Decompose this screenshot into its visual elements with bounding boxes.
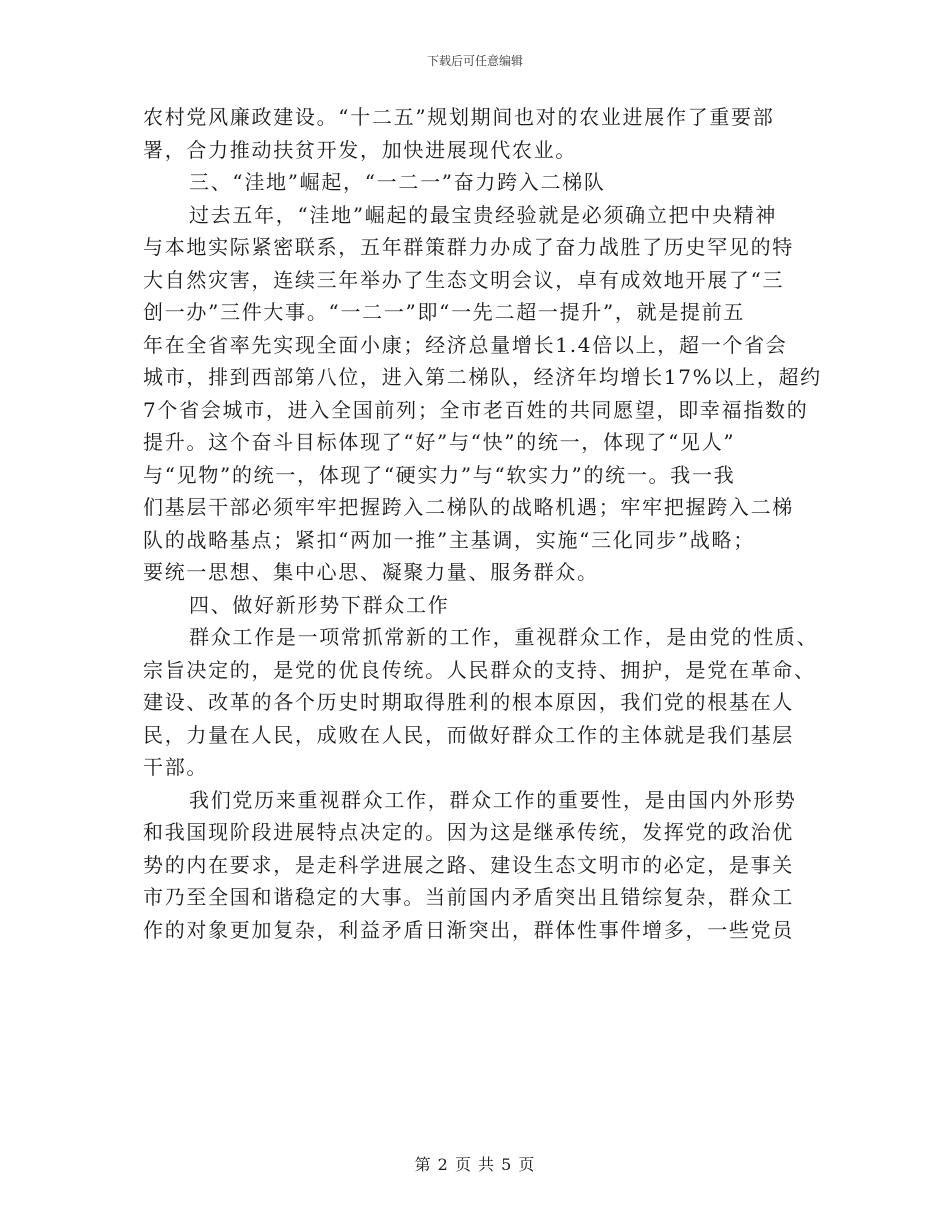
text-line: 建设、改革的各个历史时期取得胜利的根本原因，我们党的根基在人 (143, 690, 794, 714)
text-line: 年在全省率先实现全面小康；经济总量增长1.4倍以上，超一个省会 (143, 332, 788, 357)
text-line: 7个省会城市，进入全国前列；全市老百姓的共同愿望，即幸福指数的 (143, 397, 809, 422)
text-line: 势的内在要求，是走科学进展之路、建设生态文明市的必定，是事关 (143, 852, 794, 877)
text-line: 市乃至全国和谐稳定的大事。当前国内矛盾突出且错综复杂，群众工 (143, 885, 794, 909)
text-line: 们基层干部必须牢牢把握跨入二梯队的战略机遇；牢牢把握跨入二梯 (143, 495, 794, 519)
text-line: 农村党风廉政建设。“十二五”规划期间也对的农业进展作了重要部 (143, 105, 775, 129)
text-line: 队的战略基点；紧扣“两加一推”主基调，实施“三化同步”战略； (143, 527, 755, 552)
text-line: 干部。 (143, 755, 209, 779)
text-line: 我们党历来重视群众工作，群众工作的重要性，是由国内外形势 (189, 787, 797, 812)
text-line: 提升。这个奋斗目标体现了“好”与“快”的统一，体现了“见人” (143, 430, 736, 454)
page-number-footer: 第 2 页 共 5 页 (414, 1155, 536, 1174)
text-line: 署，合力推动扶贫开发，加快进展现代农业。 (143, 137, 577, 162)
text-line: 群众工作是一项常抓常新的工作，重视群众工作，是由党的性质、 (189, 625, 819, 649)
text-line: 大自然灾害，连续三年举办了生态文明会议，卓有成效地开展了“三 (143, 267, 785, 292)
text-line: 要统一思想、集中心思、凝聚力量、服务群众。 (143, 560, 599, 584)
text-line: 城市，排到西部第八位，进入第二梯队，经济年均增长17%以上，超约 (143, 365, 822, 389)
text-line: 与“见物”的统一，体现了“硬实力”与“软实力”的统一。我一我 (143, 462, 736, 487)
text-line: 作的对象更加复杂，利益矛盾日渐突出，群体性事件增多，一些党员 (143, 917, 794, 942)
text-line: 和我国现阶段进展特点决定的。因为这是继承传统，发挥党的政治优 (143, 820, 794, 844)
document-body (143, 101, 822, 946)
text-line: 民，力量在人民，成败在人民，而做好群众工作的主体就是我们基层 (143, 722, 794, 747)
text-line: 宗旨决定的，是党的优良传统。人民群众的支持、拥护，是党在革命、 (143, 657, 816, 682)
text-line: 创一办”三件大事。“一二一”即“一先二超一提升”，就是提前五 (143, 300, 746, 324)
section-heading-3: 三、“洼地”崛起，“一二一”奋力跨入二梯队 (189, 170, 606, 194)
text-line: 与本地实际紧密联系，五年群策群力办成了奋力战胜了历史罕见的特 (143, 235, 794, 259)
text-line: 过去五年，“洼地”崛起的最宝贵经验就是必须确立把中央精神 (189, 202, 778, 227)
section-heading-4: 四、做好新形势下群众工作 (189, 592, 450, 617)
page-header: 下载后可任意编辑 (426, 54, 523, 68)
